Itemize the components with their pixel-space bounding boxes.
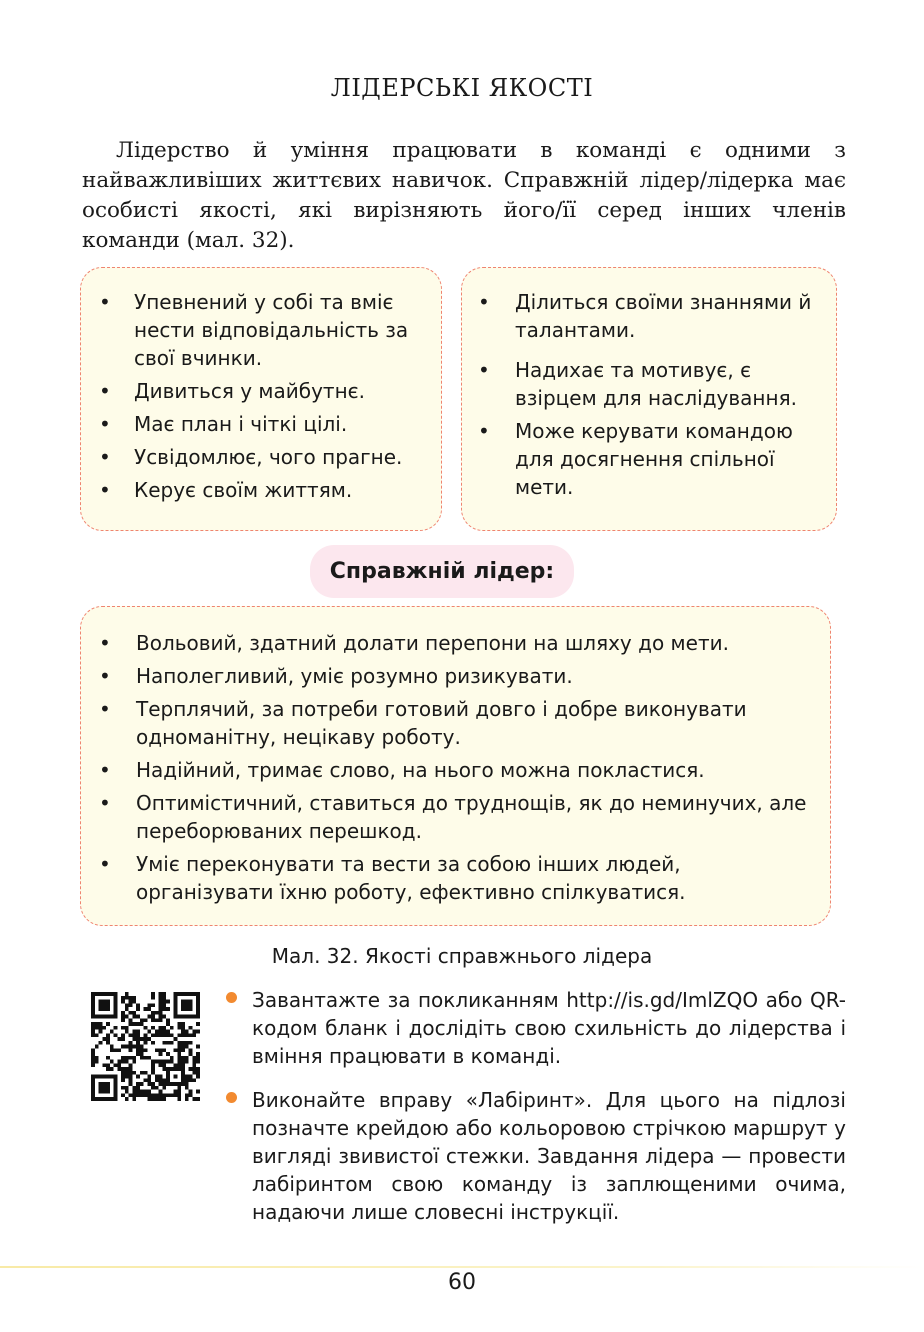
intro-paragraph: Лідерство й уміння працювати в команді є одними з найважливіших життєвих навичок. Справжній лідер/лідерка має особисті якості, які вирізняють його/її серед інших членів команди (мал. 32).: [82, 138, 846, 253]
figure-caption: Мал. 32. Якості справжнього лідера: [271, 944, 653, 968]
bullet-icon: •: [99, 379, 111, 403]
orange-bullet-icon: [226, 992, 237, 1003]
qualities-list-right: [478, 288, 820, 501]
list-item: • Може керувати командою для досягнення спільної мети.: [478, 419, 793, 499]
list-item: • Упевнений у собі та вміє нести відповідальність за свої вчинки.: [99, 290, 409, 370]
qualities-box-bottom: [80, 606, 831, 926]
bullet-icon: •: [99, 758, 111, 782]
footer-divider: [0, 1266, 924, 1268]
qualities-box-left: [80, 267, 442, 531]
bullet-icon: •: [478, 419, 490, 443]
list-item: • Усвідомлює, чого прагне.: [99, 445, 403, 469]
list-item: • Керує своїм життям.: [99, 478, 353, 502]
list-item: • Терплячий, за потреби готовий довго і добре виконувати одноманітну, нецікаву роботу.: [99, 697, 747, 749]
task-list: [224, 986, 846, 1226]
task-text: Завантажте за покликанням http://is.gd/ImlZQO або QR-кодом бланк і дослідіть свою схильність до лідерства і вміння працювати в команді.: [252, 988, 846, 1068]
list-item: • Дивиться у майбутнє.: [99, 379, 365, 403]
page-number: 60: [448, 1270, 476, 1295]
bullet-icon: •: [99, 412, 111, 436]
list-item: • Надійний, тримає слово, на нього можна покластися.: [99, 758, 705, 782]
qr-code-icon[interactable]: [91, 992, 200, 1101]
list-item: • Ділиться своїми знаннями й талантами.: [478, 290, 812, 342]
bullet-icon: •: [99, 791, 111, 815]
list-item: • Оптимістичний, ставиться до труднощів, як до неминучих, але переборюваних перешкод.: [99, 791, 807, 843]
qualities-list-left: [99, 288, 425, 504]
bullet-icon: •: [478, 358, 490, 382]
bullet-icon: •: [99, 697, 111, 721]
list-item: • Наполегливий, уміє розумно ризикувати.: [99, 664, 573, 688]
task-text: Виконайте вправу «Лабіринт». Для цього на підлозі позначте крейдою або кольоровою стрічкою маршрут у вигляді звивистої стежки. Завдання лідера — провести лабіринтом свою команду із заплющеними очима, надаючи лише словесні інструкції.: [252, 1088, 846, 1224]
bullet-icon: •: [478, 290, 490, 314]
task-item: [224, 1086, 846, 1226]
bullet-icon: •: [99, 631, 111, 655]
bullet-icon: •: [99, 290, 111, 314]
qualities-box-right: [461, 267, 837, 531]
section-title: ЛІДЕРСЬКІ ЯКОСТІ: [330, 74, 594, 102]
list-item: • Уміє переконувати та вести за собою інших людей, організувати їхню роботу, ефективно спілкуватися.: [99, 852, 686, 904]
bullet-icon: •: [99, 852, 111, 876]
qualities-list-bottom: [99, 629, 814, 906]
list-item: • Має план і чіткі цілі.: [99, 412, 348, 436]
true-leader-label: Справжній лідер:: [310, 545, 574, 598]
list-item: • Надихає та мотивує, є взірцем для наслідування.: [478, 358, 797, 410]
bullet-icon: •: [99, 478, 111, 502]
task-item: [224, 986, 846, 1070]
list-item: • Вольовий, здатний долати перепони на шляху до мети.: [99, 631, 729, 655]
orange-bullet-icon: [226, 1092, 237, 1103]
bullet-icon: •: [99, 445, 111, 469]
bullet-icon: •: [99, 664, 111, 688]
